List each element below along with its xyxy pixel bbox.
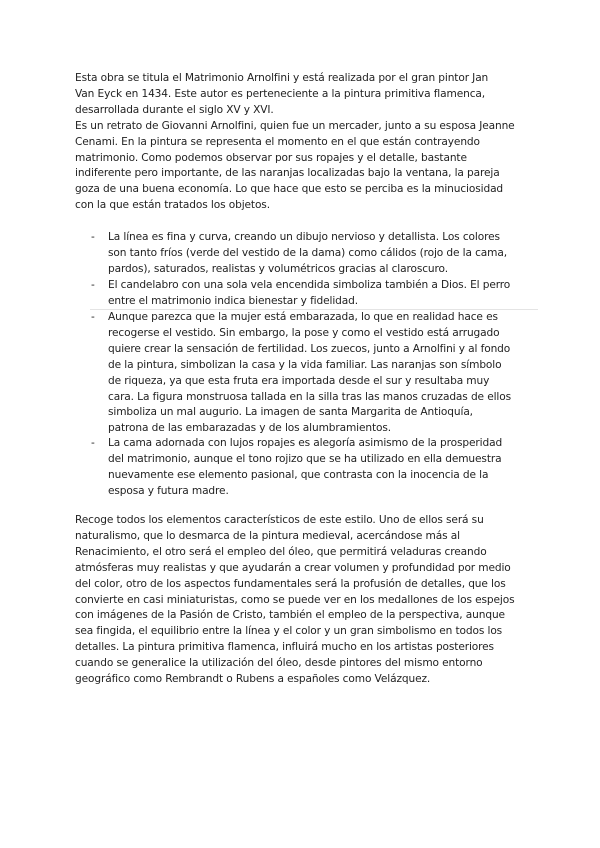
text-line: naturalismo, que lo desmarca de la pintura medieval, acercándose más al [75, 529, 460, 542]
text-line: esposa y futura madre. [108, 484, 229, 497]
text-line: son tanto fríos (verde del vestido de la dama) como cálidos (rojo de la cama, [108, 246, 507, 259]
text-line: Es un retrato de Giovanni Arnolfini, quien fue un mercader, junto a su esposa Jeanne [75, 119, 515, 132]
text-line: convierte en casi miniaturistas, como se puede ver en los medallones de los espejos [75, 593, 515, 606]
text-line: con imágenes de la Pasión de Cristo, también el empleo de la perspectiva, aunque [75, 609, 505, 622]
text-line: quiere crear la sensación de fertilidad. Los zuecos, junto a Arnolfini y al fondo [108, 342, 511, 355]
text-line: pardos), saturados, realistas y volumétricos gracias al claroscuro. [108, 262, 448, 275]
text-line: con la que están tratados los objetos. [75, 199, 270, 212]
bullet-item-bed [91, 436, 538, 500]
text-line: de la pintura, simbolizan la casa y la vida familiar. Las naranjas son símbolo [108, 358, 502, 371]
text-line: del color, otro de los aspectos fundamentales será la profusión de detalles, que los [75, 577, 506, 590]
text-line: nuevamente ese elemento pasional, que contrasta con la inocencia de la [108, 468, 489, 481]
bullet-dash: - [91, 279, 95, 291]
text-line: La línea es fina y curva, creando un dibujo nervioso y detallista. Los colores [108, 231, 500, 243]
faint-divider-line [90, 309, 538, 310]
text-line: El candelabro con una sola vela encendida simboliza también a Dios. El perro [108, 279, 511, 291]
conclusion-paragraph [75, 513, 535, 688]
text-line: matrimonio. Como podemos observar por sus ropajes y el detalle, bastante [75, 151, 467, 164]
bullet-dash: - [91, 231, 95, 243]
text-line: atmósferas muy realistas y que ayudarán a crear volumen y profundidad por medio [75, 561, 511, 574]
text-line: geográfico como Rembrandt o Rubens a españoles como Velázquez. [75, 673, 431, 686]
text-line: Esta obra se titula el Matrimonio Arnolfini y está realizada por el gran pintor Jan [75, 72, 489, 84]
text-line: goza de una buena economía. Lo que hace que esto se perciba es la minuciosidad [75, 183, 504, 196]
text-line: de riqueza, ya que esta fruta era importada desde el sur y resultaba muy [108, 374, 490, 387]
text-line: del matrimonio, aunque el tono rojizo que se ha utilizado en ella demuestra [108, 452, 502, 465]
text-line: cara. La figura monstruosa tallada en la silla tras las manos cruzadas de ellos [108, 390, 512, 403]
text-line: recogerse el vestido. Sin embargo, la pose y como el vestido está arrugado [108, 326, 500, 339]
text-line: cuando se generalice la utilización del óleo, desde pintores del mismo entorno [75, 657, 483, 670]
text-line: La cama adornada con lujos ropajes es alegoría asimismo de la prosperidad [108, 437, 503, 449]
text-line: patrona de las embarazadas y de los alumbramientos. [108, 422, 392, 435]
text-line: detalles. La pintura primitiva flamenca, influirá mucho en los artistas posteriores [75, 641, 494, 654]
text-line: indiferente pero importante, de las naranjas localizadas bajo la ventana, la pareja [75, 167, 500, 180]
bullet-list [91, 230, 538, 500]
bullet-dash: - [91, 311, 95, 323]
bullet-item-line-style [91, 230, 538, 278]
text-line: Recoge todos los elementos característicos de este estilo. Uno de ellos será su [75, 514, 484, 526]
text-line: desarrollada durante el siglo XV y XVI. [75, 103, 274, 116]
text-line: entre el matrimonio indica bienestar y fidelidad. [108, 294, 358, 307]
bullet-item-candelabra [91, 278, 538, 310]
intro-paragraph [75, 71, 535, 214]
bullet-dash: - [91, 437, 95, 449]
bullet-item-symbolism [91, 310, 538, 436]
text-line: simboliza un mal augurio. La imagen de santa Margarita de Antioquía, [108, 406, 473, 419]
text-line: Van Eyck en 1434. Este autor es perteneciente a la pintura primitiva flamenca, [75, 87, 486, 100]
text-line: Aunque parezca que la mujer está embarazada, lo que en realidad hace es [108, 311, 498, 323]
text-line: Cenami. En la pintura se representa el momento en el que están contrayendo [75, 135, 480, 148]
text-line: sea fingida, el equilibrio entre la línea y el color y un gran simbolismo en todos los [75, 625, 503, 638]
text-line: Renacimiento, el otro será el empleo del óleo, que permitirá veladuras creando [75, 545, 487, 558]
